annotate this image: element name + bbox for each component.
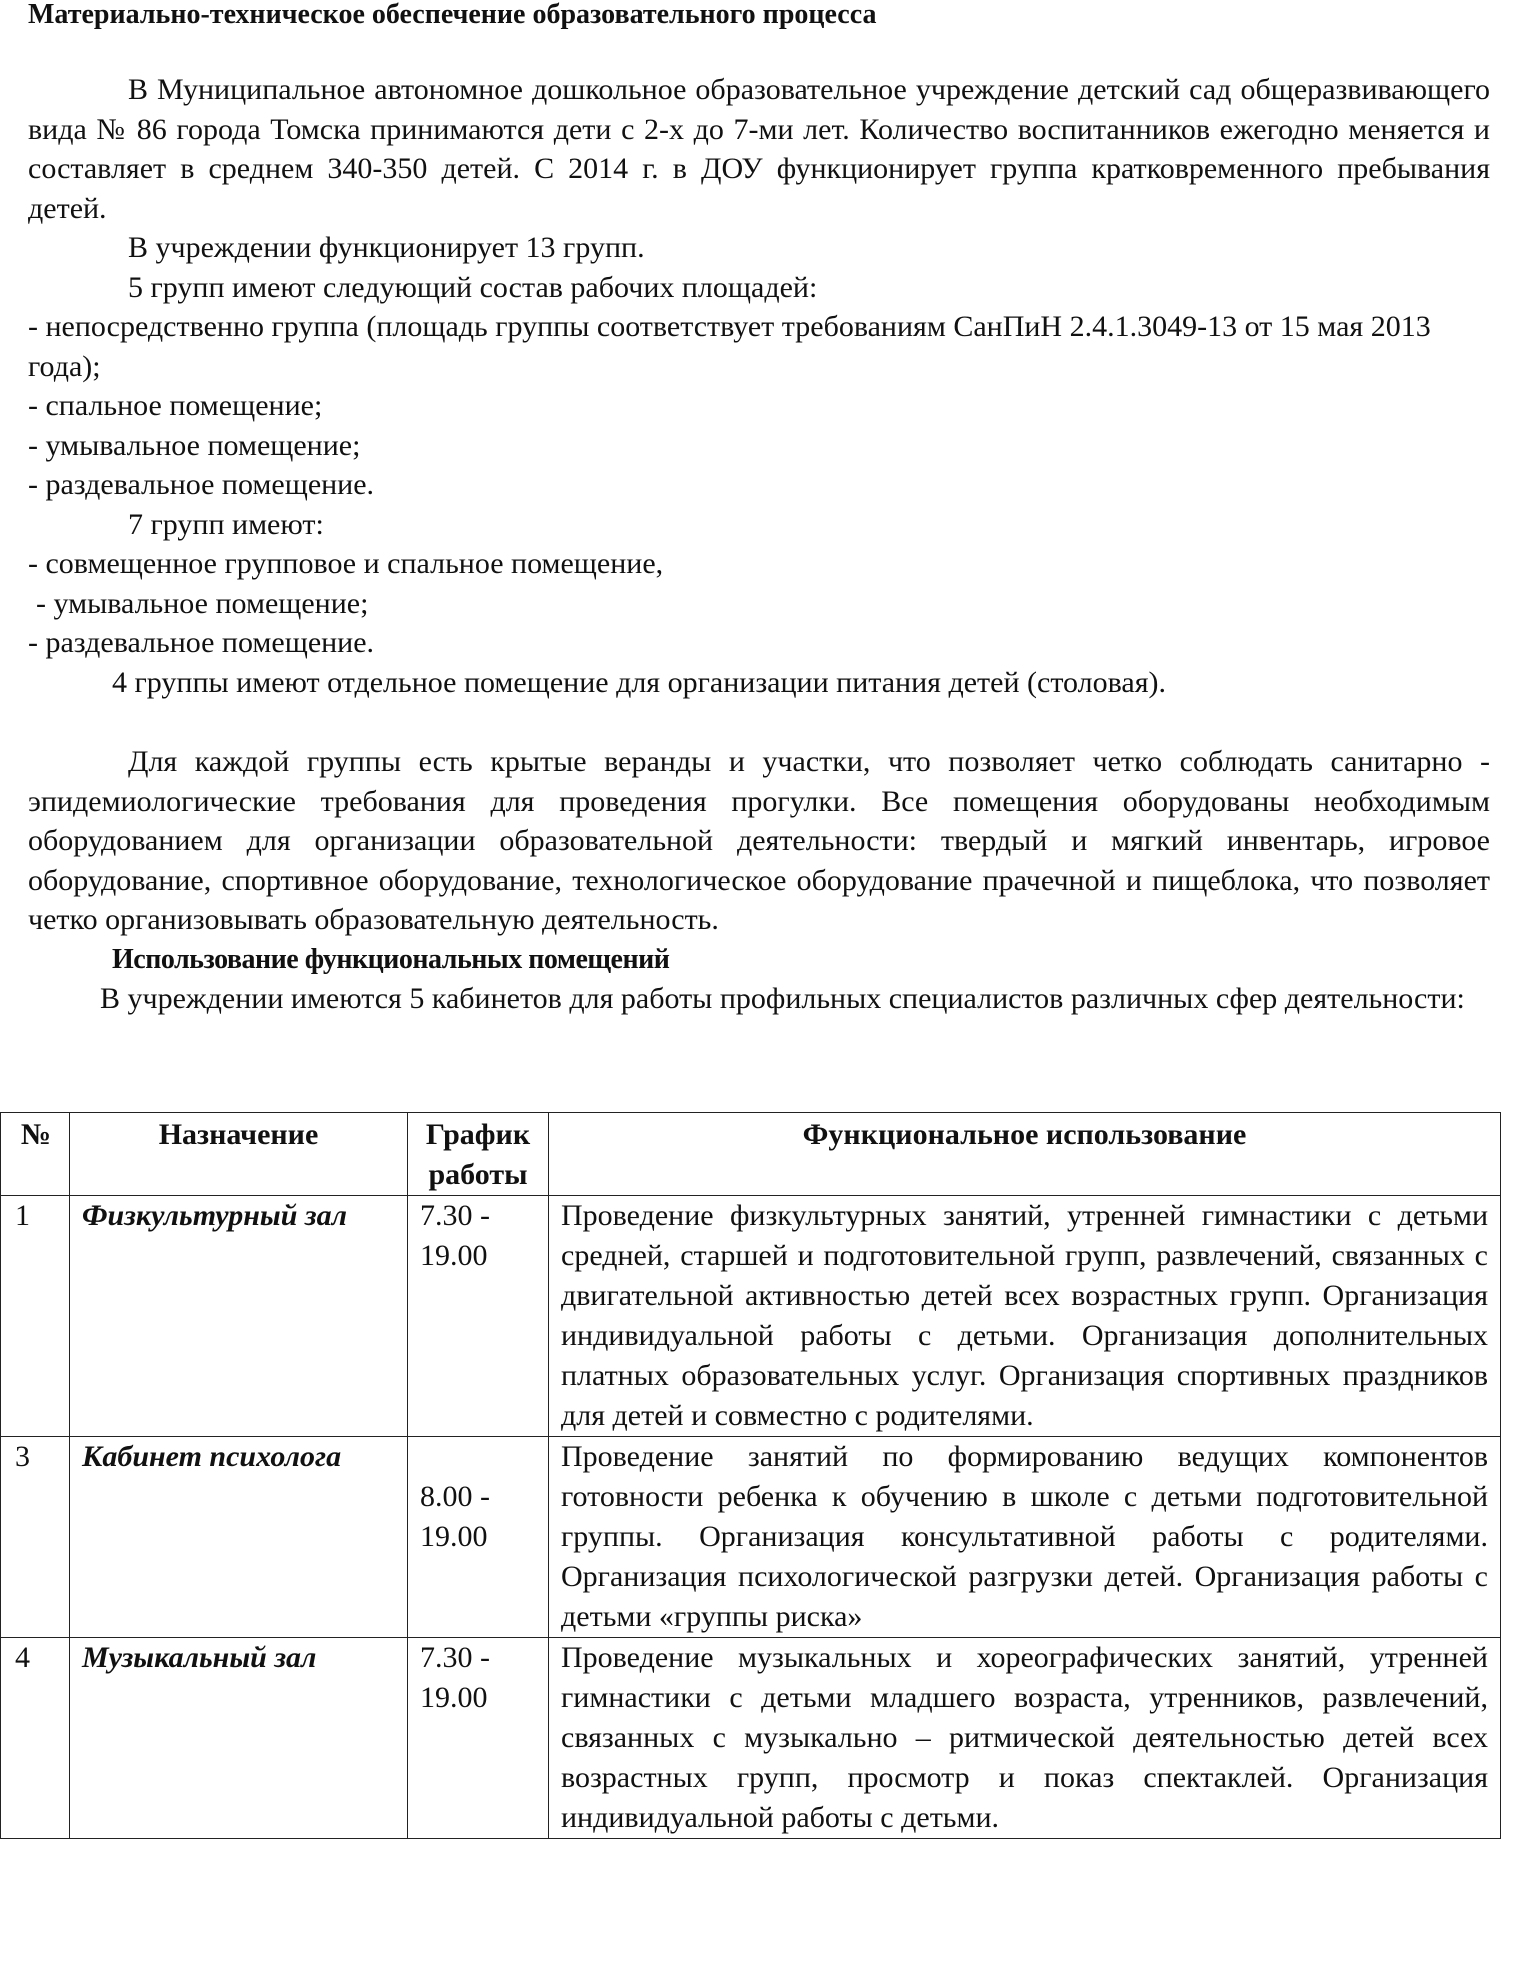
list-item: - спальное помещение; (28, 389, 323, 422)
row-schedule (408, 1196, 549, 1437)
row-usage: Проведение занятий по формированию ведущих компонентов готовности ребенка к обучению в школе с детьми подготовительной группы. Организация консультативной работы с родителями. Организация психологической разгрузки детей. Организация работы с детьми «группы риска» (549, 1437, 1501, 1638)
intro-paragraph-4: 7 групп имеют: (128, 507, 324, 541)
document-page (28, 0, 1490, 1019)
row-name: Музыкальный зал (70, 1638, 408, 1839)
table-row (1, 1437, 1501, 1638)
row-num: 1 (1, 1196, 70, 1437)
row-schedule-line-1: 7.30 - (420, 1641, 490, 1674)
row-schedule-line-2: 19.00 (420, 1239, 488, 1272)
table-row (1, 1196, 1501, 1437)
list-item: - непосредственно группа (площадь группы соответствует требованиям СанПиН 2.4.1.3049-13 от 15 мая 2013 года); (28, 310, 1431, 383)
header-schedule-line-2: работы (428, 1158, 528, 1191)
rooms-table (0, 1112, 1501, 1839)
row-usage: Проведение физкультурных занятий, утренней гимнастики с детьми средней, старшей и подготовительной групп, развлечений, связанных с двигательной активностью детей всех возрастных групп. Организация индивидуальной работы с детьми. Организация дополнительных платных образовательных услуг. Организация спортивных праздников для детей и совместно с родителями. (549, 1196, 1501, 1437)
table-row (1, 1638, 1501, 1839)
header-usage: Функциональное использование (549, 1113, 1501, 1196)
row-schedule-line-2: 19.00 (420, 1681, 488, 1714)
document-title: Материально-техническое обеспечение образовательного процесса (28, 0, 877, 30)
intro-paragraph-1: В Муниципальное автономное дошкольное образовательное учреждение детский сад общеразвивающего вида № 86 города Томска принимаются дети с 2-х до 7-ми лет. Количество воспитанников ежегодно меняется и составляет в среднем 340-350 детей. С 2014 г. в ДОУ функционирует группа кратковременного пребывания детей. (28, 73, 1490, 225)
list-item: - умывальное помещение; (28, 428, 361, 462)
list-item: - умывальное помещение; (36, 586, 369, 620)
intro-paragraph-2: В учреждении функционирует 13 групп. (128, 231, 645, 264)
intro-paragraph-6: Для каждой группы есть крытые веранды и участки, что позволяет четко соблюдать санитарно - эпидемиологические требования для проведения прогулки. Все помещения оборудованы необходимым оборудованием для организации образовательной деятельности: твердый и мягкий инвентарь, игровое оборудование, спортивное оборудование, технологическое оборудование прачечной и пищеблока, что позволяет четко организовывать образовательную деятельность. (28, 745, 1490, 936)
room-list-2 (28, 544, 1490, 663)
row-num: 3 (1, 1437, 70, 1638)
list-item: - совмещенное групповое и спальное помещение, (28, 547, 664, 580)
row-num: 4 (1, 1638, 70, 1839)
row-schedule-line-2: 19.00 (420, 1520, 488, 1553)
intro-paragraph-3: 5 групп имеют следующий состав рабочих площадей: (128, 270, 818, 304)
list-item: - раздевальное помещение. (28, 468, 375, 501)
section-heading: Использование функциональных помещений (112, 943, 670, 975)
room-list-1 (28, 307, 1490, 505)
header-schedule (408, 1113, 549, 1196)
row-schedule-line-1: 8.00 - (420, 1480, 490, 1513)
header-num: № (1, 1113, 70, 1196)
header-schedule-line-1: График (425, 1118, 531, 1151)
row-schedule (408, 1437, 549, 1638)
list-item: - раздевальное помещение. (28, 626, 375, 659)
row-schedule-line-1: 7.30 - (420, 1199, 490, 1232)
row-name: Физкультурный зал (70, 1196, 408, 1437)
row-name: Кабинет психолога (70, 1437, 408, 1638)
table-header-row (1, 1113, 1501, 1196)
header-name: Назначение (70, 1113, 408, 1196)
section-text: В учреждении имеются 5 кабинетов для работы профильных специалистов различных сфер деятельности: (100, 982, 1465, 1015)
row-schedule (408, 1638, 549, 1839)
intro-paragraph-5: 4 группы имеют отдельное помещение для организации питания детей (столовая). (112, 665, 1166, 699)
row-usage: Проведение музыкальных и хореографических занятий, утренней гимнастики с детьми младшего возраста, утренников, развлечений, связанных с музыкально – ритмической деятельностью детей всех возрастных групп, просмотр и показ спектаклей. Организация индивидуальной работы с детьми. (549, 1638, 1501, 1839)
